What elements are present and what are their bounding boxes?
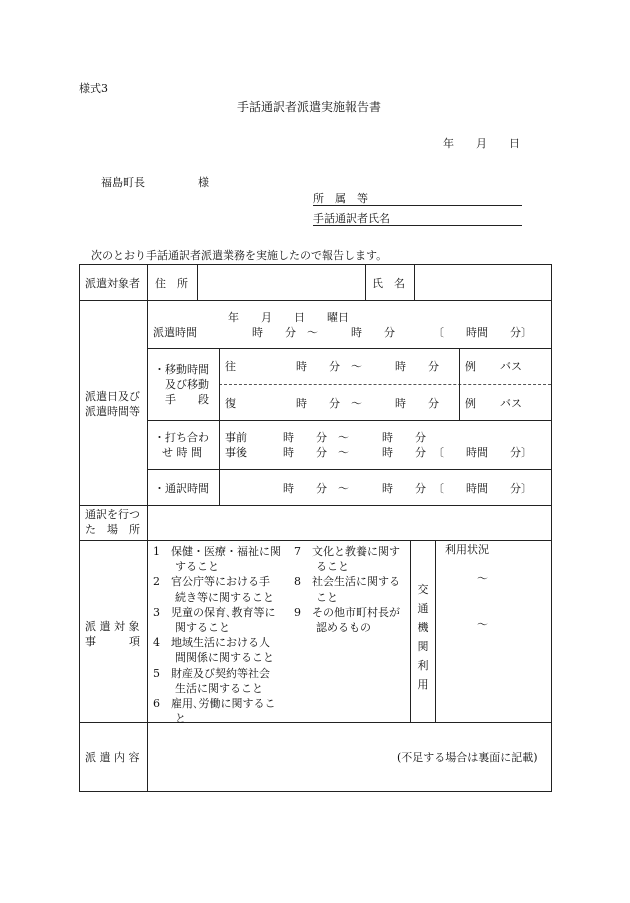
list-item: すること	[153, 560, 219, 574]
list-item: 生活に関すること	[153, 681, 263, 695]
transport-char: 関	[417, 640, 429, 653]
dispatch-date-header-line1: 派遣日及び	[85, 390, 140, 403]
list-item: 9 その他市町村長が	[294, 605, 400, 619]
list-item: 3 児童の保育､教育等に	[153, 605, 276, 619]
transport-char: 利	[417, 659, 429, 672]
usage-range-2: ～	[477, 618, 488, 631]
interpretation-time-label: ・通訳時間	[154, 482, 209, 495]
list-item: 8 社会生活に関する	[294, 575, 400, 589]
return-label: 復	[225, 397, 236, 410]
transport-char: 交	[417, 583, 429, 596]
place-field[interactable]	[148, 506, 550, 539]
list-item: と	[153, 712, 186, 726]
addressee-honorific: 様	[198, 176, 209, 189]
content-note: (不足する場合は裏面に記載)	[397, 751, 538, 764]
list-item: 間関係に関すること	[153, 651, 274, 665]
list-item: 1 保健・医療・福祉に関	[153, 545, 281, 558]
meeting-after-fields: 時 分 ～ 時 分	[283, 446, 426, 459]
outbound-example-label: 例	[465, 360, 476, 373]
meeting-after-label: 事後	[225, 446, 247, 459]
interpreter-name-label: 手話通訳者氏名	[313, 212, 390, 225]
content-header: 派 遣 内 容	[85, 751, 140, 764]
recipient-header: 派遣対象者	[85, 277, 140, 290]
affiliation-underline	[313, 205, 522, 206]
list-item: こと	[294, 590, 338, 604]
place-header-line2: た 場 所	[85, 523, 140, 536]
dispatch-time-label: 派遣時間	[153, 326, 197, 339]
dispatch-time-fields: 時 分 ～ 時 分	[252, 326, 395, 339]
list-item: 関すること	[153, 621, 230, 635]
subject-header-line1: 派 遣 対 象	[85, 620, 140, 633]
date-line: 年 月 日	[443, 137, 520, 150]
outbound-time-fields: 時 分 ～ 時 分	[296, 360, 439, 373]
meeting-before-fields: 時 分 ～ 時 分	[283, 431, 426, 444]
address-field[interactable]	[198, 265, 364, 300]
list-item: 4 地域生活における人	[153, 636, 270, 650]
form-label: 様式3	[79, 82, 108, 95]
document-title: 手話通訳者派遣実施報告書	[237, 100, 382, 114]
travel-label-line2: 及び移動	[165, 378, 209, 391]
address-label: 住 所	[155, 277, 188, 290]
meeting-label-line1: ・打ち合わ	[154, 431, 209, 444]
list-item: 2 官公庁等における手	[153, 575, 270, 589]
list-item: 6 雇用､労働に関するこ	[153, 697, 276, 711]
transport-char: 機	[417, 621, 429, 634]
interpretation-time-total: 〔 時間 分〕	[433, 482, 532, 495]
subject-header-line2: 事 項	[85, 635, 140, 648]
interpretation-time-fields: 時 分 ～ 時 分	[283, 482, 426, 495]
usage-status-label: 利用状況	[445, 543, 489, 556]
dispatch-date-header-line2: 派遣時間等	[85, 405, 140, 418]
transport-vertical-label	[416, 580, 430, 694]
outbound-transport: バス	[500, 360, 522, 373]
meeting-label-line2: せ 時 間	[162, 446, 202, 459]
affiliation-label: 所 属 等	[313, 192, 368, 205]
addressee: 福島町長	[101, 176, 145, 189]
list-item: 続き等に関すること	[153, 590, 274, 604]
meeting-before-label: 事前	[225, 431, 247, 444]
return-transport: バス	[500, 397, 522, 410]
intro-text: 次のとおり手話通訳者派遣業務を実施したので報告します。	[91, 249, 388, 262]
list-item: ること	[294, 560, 349, 574]
list-item: 7 文化と教養に関す	[294, 545, 400, 558]
subject-list-col1	[153, 544, 281, 726]
travel-label-line1: ・移動時間	[154, 363, 209, 376]
travel-label-line3: 手 段	[165, 393, 209, 406]
usage-range-1: ～	[477, 572, 488, 585]
subject-list-col2	[294, 544, 400, 635]
dispatch-time-total: 〔 時間 分〕	[433, 326, 532, 339]
interpreter-name-underline	[313, 225, 522, 226]
return-time-fields: 時 分 ～ 時 分	[296, 397, 439, 410]
transport-char: 通	[417, 602, 429, 615]
transport-char: 用	[417, 678, 429, 691]
meeting-total: 〔 時間 分〕	[433, 446, 532, 459]
dispatch-date-fields: 年 月 日 曜日	[228, 311, 349, 324]
list-item: 認めるもの	[294, 621, 371, 635]
name-label: 氏 名	[372, 277, 405, 290]
place-header-line1: 通訳を行つ	[85, 508, 140, 521]
return-example-label: 例	[465, 397, 476, 410]
outbound-label: 往	[225, 360, 236, 373]
list-item: 5 財産及び契約等社会	[153, 666, 270, 680]
name-field[interactable]	[415, 265, 550, 300]
